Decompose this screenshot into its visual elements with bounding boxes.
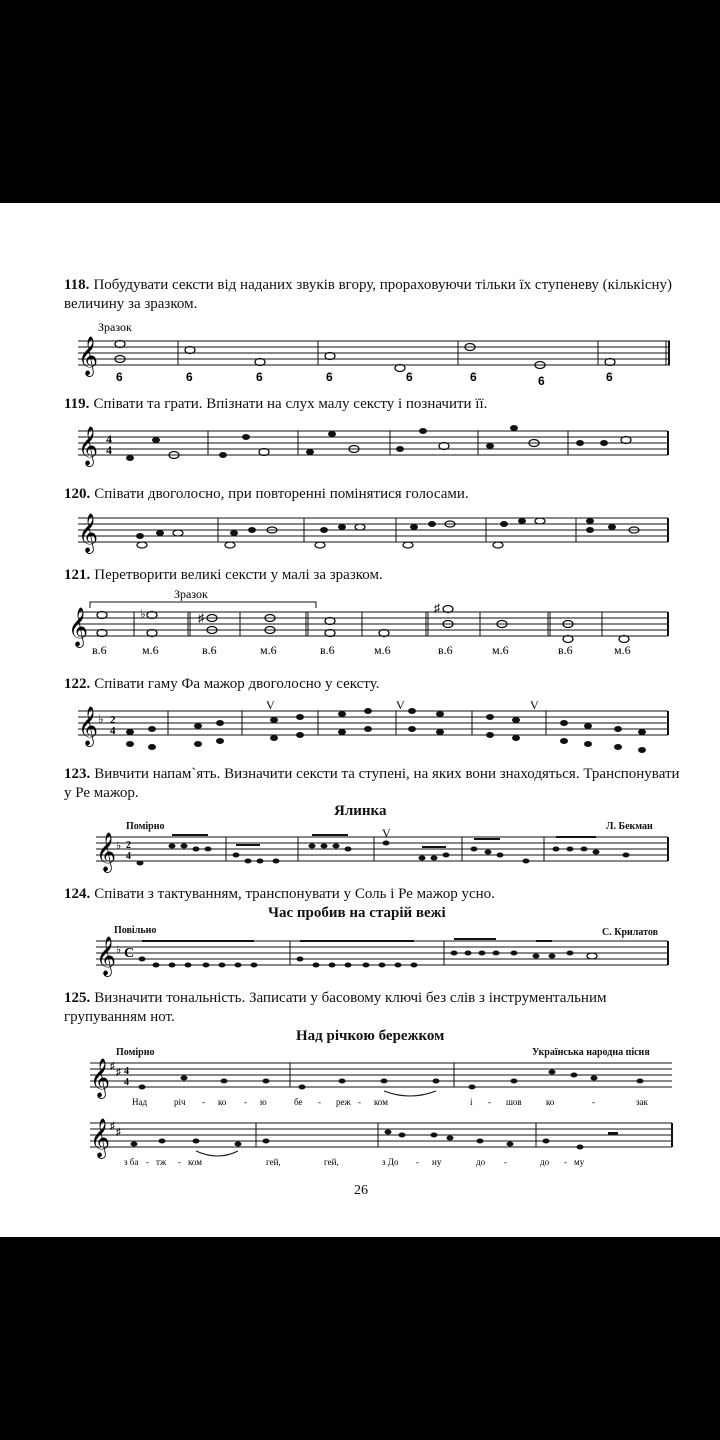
svg-text:♯: ♯ — [434, 601, 440, 615]
treble-clef-icon: 𝄞 — [96, 936, 117, 976]
composer: С. Крилатов — [602, 927, 659, 938]
svg-text:-: - — [244, 1097, 247, 1107]
treble-clef-icon: 𝄞 — [78, 706, 99, 746]
svg-text:4: 4 — [126, 851, 131, 862]
svg-text:♭: ♭ — [98, 712, 104, 726]
treble-clef-icon: 𝄞 — [78, 513, 99, 553]
treble-clef-icon: 𝄞 — [90, 1118, 111, 1158]
exercise-119: 119. Співати та грати. Впізнати на слух малу сексту і позначити її. — [64, 396, 488, 412]
svg-text:зак: зак — [636, 1097, 648, 1107]
svg-text:4: 4 — [106, 432, 112, 446]
svg-text:-: - — [178, 1157, 181, 1167]
song-title: Над річкою бережком — [296, 1028, 445, 1044]
tempo-marking: Повільно — [114, 925, 157, 936]
svg-text:2: 2 — [126, 840, 131, 851]
svg-text:-: - — [564, 1157, 567, 1167]
svg-text:-: - — [504, 1157, 507, 1167]
exercise-118: 118. Побудувати сексти від наданих звуків вгору, прораховуючи тільки їх ступеневу (кількісну) величину за зразком. — [64, 277, 673, 312]
svg-text:ко: ко — [218, 1097, 227, 1107]
svg-text:реж: реж — [336, 1097, 351, 1107]
svg-text:м.6: м.6 — [260, 643, 277, 657]
exercise-120: 120. Співати двоголосно, при повторенні помінятися голосами. — [64, 486, 469, 502]
svg-text:♯: ♯ — [116, 1127, 121, 1138]
svg-text:6: 6 — [470, 370, 477, 384]
svg-text:-: - — [202, 1097, 205, 1107]
svg-text:6: 6 — [326, 370, 333, 384]
exercise-123: 123. Вивчити напам`ять. Визначити сексти та ступені, на яких вони знаходяться. Транспонувати у Ре мажор. — [64, 766, 680, 801]
svg-text:тж: тж — [156, 1157, 167, 1167]
svg-text:м.6: м.6 — [142, 643, 159, 657]
svg-text:до: до — [476, 1157, 486, 1167]
svg-text:♭: ♭ — [116, 840, 122, 852]
textbook-page — [0, 203, 720, 1237]
svg-text:в.6: в.6 — [202, 643, 217, 657]
svg-text:4: 4 — [124, 1077, 129, 1088]
svg-text:-: - — [318, 1097, 321, 1107]
lyrics-line-1 — [132, 1097, 649, 1107]
staff-120 — [78, 508, 678, 558]
composer: Українська народна пісня — [532, 1047, 650, 1058]
svg-text:4: 4 — [106, 443, 112, 457]
svg-text:гей,: гей, — [266, 1157, 281, 1167]
svg-text:м.6: м.6 — [614, 643, 631, 657]
svg-text:♯: ♯ — [110, 1121, 115, 1132]
svg-text:V: V — [396, 698, 405, 712]
svg-text:4: 4 — [110, 725, 116, 737]
treble-clef-icon: 𝄞 — [68, 607, 89, 647]
svg-text:♯: ♯ — [198, 611, 204, 625]
exercise-122: 122. Співати гаму Фа мажор двоголосно у сексту. — [64, 676, 380, 692]
svg-text:в.6: в.6 — [558, 643, 573, 657]
svg-text:шов: шов — [506, 1097, 522, 1107]
svg-text:-: - — [592, 1097, 595, 1107]
svg-text:з До: з До — [382, 1157, 399, 1167]
svg-text:-: - — [146, 1157, 149, 1167]
svg-text:♯: ♯ — [116, 1067, 121, 1078]
svg-text:в.6: в.6 — [320, 643, 335, 657]
staff-118 — [78, 321, 678, 393]
svg-text:в.6: в.6 — [438, 643, 453, 657]
staff-124 — [96, 935, 676, 975]
interval-labels — [116, 370, 613, 388]
svg-text:ю: ю — [260, 1097, 267, 1107]
staff-121 — [68, 586, 678, 666]
interval-labels — [92, 643, 631, 657]
svg-text:м.6: м.6 — [492, 643, 509, 657]
svg-text:ком: ком — [188, 1157, 202, 1167]
svg-text:♯: ♯ — [110, 1061, 115, 1072]
svg-text:ко: ко — [546, 1097, 555, 1107]
svg-text:і: і — [470, 1097, 473, 1107]
treble-clef-icon: 𝄞 — [96, 832, 117, 872]
breath-marks — [266, 698, 539, 712]
svg-text:2: 2 — [110, 714, 116, 726]
sample-label: Зразок — [98, 320, 132, 334]
svg-text:V: V — [530, 698, 539, 712]
exercise-125: 125. Визначити тональність. Записати у басовому ключі без слів з інструментальним групуванням нот. — [64, 990, 607, 1025]
song-title: Час пробив на старій вежі — [268, 905, 446, 921]
svg-text:ком: ком — [374, 1097, 388, 1107]
svg-text:6: 6 — [116, 370, 123, 384]
svg-text:C: C — [124, 946, 135, 961]
svg-text:м.6: м.6 — [374, 643, 391, 657]
treble-clef-icon: 𝄞 — [78, 336, 99, 376]
svg-text:-: - — [416, 1157, 419, 1167]
exercise-121: 121. Перетворити великі сексти у малі за зразком. — [64, 567, 383, 583]
staff-125-line1 — [90, 1055, 680, 1115]
svg-text:ну: ну — [432, 1157, 442, 1167]
svg-text:♭: ♭ — [116, 944, 122, 956]
svg-text:♭: ♭ — [140, 607, 146, 621]
lyrics-line-2 — [124, 1157, 585, 1167]
staff-119 — [78, 421, 678, 471]
tempo-marking: Помірно — [126, 821, 165, 832]
treble-clef-icon: 𝄞 — [90, 1058, 111, 1098]
treble-clef-icon: 𝄞 — [78, 426, 99, 466]
sample-label: Зразок — [174, 587, 208, 601]
svg-text:6: 6 — [406, 370, 413, 384]
svg-text:6: 6 — [606, 370, 613, 384]
svg-text:4: 4 — [124, 1066, 129, 1077]
exercise-124: 124. Співати з тактуванням, транспонувати у Соль і Ре мажор усно. — [64, 886, 495, 902]
svg-text:6: 6 — [186, 370, 193, 384]
svg-text:-: - — [488, 1097, 491, 1107]
svg-text:6: 6 — [256, 370, 263, 384]
svg-text:6: 6 — [538, 374, 545, 388]
svg-text:до: до — [540, 1157, 550, 1167]
svg-text:бе: бе — [294, 1097, 303, 1107]
staff-122 — [78, 697, 678, 757]
svg-text:му: му — [574, 1157, 585, 1167]
composer: Л. Бекман — [606, 821, 653, 832]
svg-text:V: V — [266, 698, 275, 712]
svg-text:Над: Над — [132, 1097, 148, 1107]
svg-text:V: V — [382, 826, 391, 840]
tempo-marking: Помірно — [116, 1047, 155, 1058]
staff-125-line2 — [90, 1115, 680, 1175]
svg-text:річ: річ — [174, 1097, 186, 1107]
svg-text:гей,: гей, — [324, 1157, 339, 1167]
svg-text:з ба: з ба — [124, 1157, 139, 1167]
svg-text:в.6: в.6 — [92, 643, 107, 657]
svg-text:-: - — [358, 1097, 361, 1107]
page-number: 26 — [354, 1183, 368, 1198]
song-title: Ялинка — [334, 803, 387, 819]
